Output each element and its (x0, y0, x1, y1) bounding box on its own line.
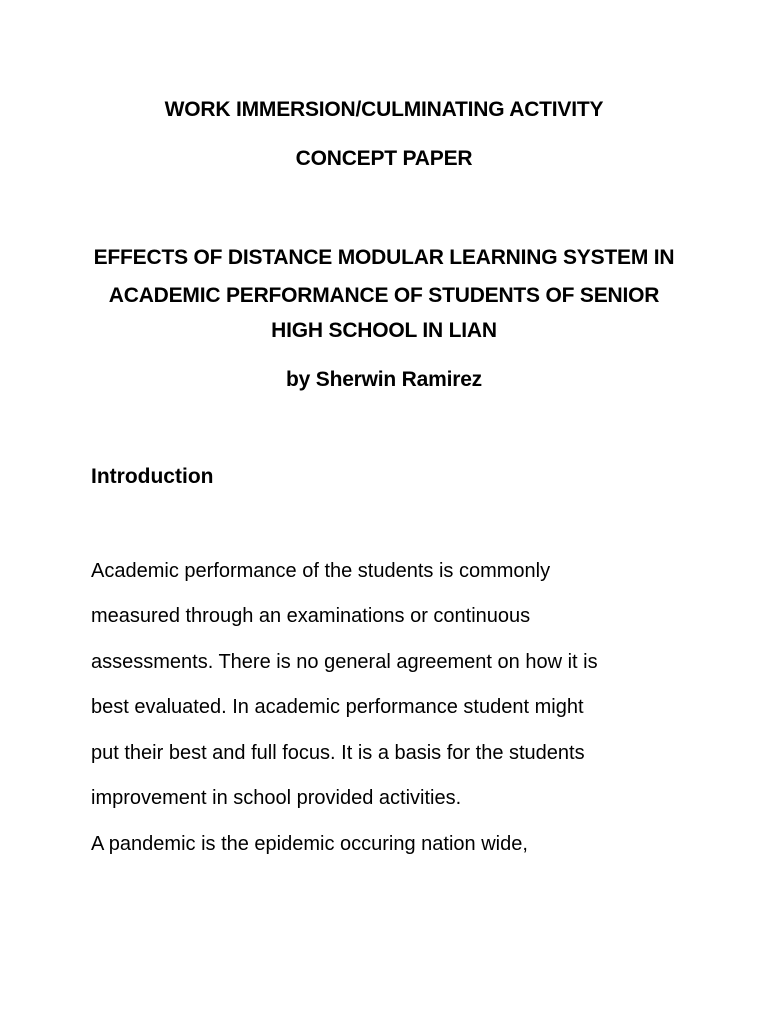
body-line: best evaluated. In academic performance student might (91, 696, 584, 718)
body-line: measured through an examinations or continuous (91, 605, 531, 627)
body-line: Academic performance of the students is commonly (91, 560, 551, 582)
paper-title-line-2: ACADEMIC PERFORMANCE OF STUDENTS OF SENIOR (108, 284, 660, 307)
paper-title-line-3: HIGH SCHOOL IN LIAN (271, 319, 497, 342)
author-line: by Sherwin Ramirez (286, 368, 482, 391)
header-line-2: CONCEPT PAPER (295, 147, 473, 170)
body-line: A pandemic is the epidemic occuring nation wide, (91, 833, 528, 855)
header-line-1: WORK IMMERSION/CULMINATING ACTIVITY (164, 98, 604, 121)
paper-title-line-1: EFFECTS OF DISTANCE MODULAR LEARNING SYSTEM IN (93, 246, 675, 269)
body-line: assessments. There is no general agreement on how it is (91, 651, 598, 673)
body-line: put their best and full focus. It is a basis for the students (91, 742, 585, 764)
body-line: improvement in school provided activities. (91, 787, 462, 809)
section-heading: Introduction (91, 465, 214, 488)
